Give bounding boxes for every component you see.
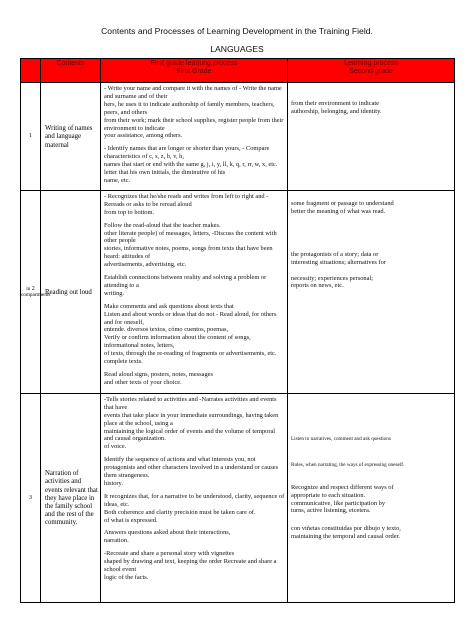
- document-subtitle: LANGUAGES: [210, 44, 264, 54]
- first-grade-paragraph: It recognizes that, for a narrative to be understood, clarity, sequence of ideas, etc. Both coherence and clarity precision must be taken care of. of what is expressed.: [104, 492, 285, 524]
- row-number-suffix: compartments: [21, 291, 51, 298]
- first-grade-cell: [101, 393, 288, 602]
- first-grade-paragraph: -Tells stories related to activities and -Narrates activities and events that have events that take place in your immediate surroundings, having taken place at the school, using a maintaining the logical order of events and the volume of temporal and causal organization. of voice.: [104, 395, 279, 451]
- first-grade-paragraph: Follow the read-aloud that the teacher makes. other literate people) of messages, letters, -Discuss the content with other people stories, informative notes, poems, songs from texts that have been heard: attitudes of advertisements, advertising, etc.: [104, 221, 277, 269]
- table-row: [21, 83, 455, 191]
- row-number-prefix: in: [26, 285, 31, 292]
- header-first-grade-line1: First grade learning process: [150, 60, 238, 67]
- first-grade-paragraph: Identify the sequence of actions and what interests you, not protagonists and other characters involved in a understand or causes them strangeness. history.: [104, 456, 279, 487]
- table-row: [21, 190, 455, 393]
- second-grade-paragraph: Recognize and respect different ways of appropriate to each situation. communicative, like participation by turns, active listening, etcetera.: [291, 483, 394, 515]
- first-grade-cell: [101, 190, 288, 393]
- first-grade-paragraph: -Recreate and share a personal story with vignettes shaped by drawing and text, keeping the order Recreate and share a school event logic of the facts.: [104, 550, 277, 581]
- second-grade-cell: [288, 83, 455, 191]
- second-grade-paragraph: some fragment or passage to understand better the meaning of what was read.: [291, 199, 394, 215]
- row-content: Reading out loud: [41, 190, 101, 393]
- document-title: Contents and Processes of Learning Development in the Training Field.: [101, 26, 373, 36]
- row-number: 2: [31, 285, 35, 292]
- first-grade-paragraph: Read aloud signs, posters, notes, messages and other texts of your choice.: [104, 371, 213, 386]
- row-number-cell: [21, 190, 51, 393]
- first-grade-paragraph: Establish connections between orality and solving a problem or attending to a writing.: [104, 274, 267, 297]
- header-second-grade: [288, 59, 455, 83]
- header-first-grade-line2: First Grade: [176, 67, 212, 75]
- second-grade-cell: [288, 393, 455, 602]
- table-row: [21, 393, 455, 602]
- second-grade-paragraph: from their environment to indicate authorship, belonging, and identity.: [291, 100, 382, 115]
- second-grade-paragraph: Rules, when narrating, the ways of expressing oneself.: [291, 461, 405, 468]
- row-content: Narration of activities and events relevant that they have place in the family school and the rest of the community.: [41, 393, 101, 602]
- second-grade-paragraph: necessity; experiences personal; reports on news, etc.: [291, 274, 373, 290]
- header-second-grade-line1: Learning process: [344, 60, 398, 67]
- curriculum-table: [20, 58, 455, 603]
- header-second-grade-line2: Second grade: [349, 67, 393, 75]
- header-number-cell: [21, 59, 41, 83]
- second-grade-paragraph: the protagonists of a story; data or interesting situations; alternatives for: [291, 250, 386, 266]
- header-first-grade: [101, 59, 288, 83]
- first-grade-paragraph: - Recognizes that he/she reads and writes from left to right and - Rereads or asks to be reread aloud from top to bottom.: [104, 192, 269, 216]
- table-header-row: [21, 59, 455, 83]
- first-grade-paragraph: Make comments and ask questions about texts that Listen and about words or ideas that do not - Read aloud, for others and for oneself, entende. diversos textos, cómo cuentos, poemas, Verify or confirm information about the content of songs, informational notes, letters, of texts, through the re-reading of fragments or advertisements, etc. complete texts.: [104, 302, 277, 366]
- header-contents: Contents: [41, 59, 101, 83]
- second-grade-paragraph: con viñetas constituidas por dibujo y texto, maintaining the temporal and causal order.: [291, 525, 401, 541]
- first-grade-cell: [101, 83, 288, 191]
- second-grade-cell: [288, 190, 455, 393]
- row-content: Writing of names and language maternal: [41, 83, 101, 191]
- first-grade-paragraph: - Write your name and compare it with the names of - Write the name and surname and of their hers, he uses it to indicate authorship of family members, teachers, peers, and others from their work; mark their school supplies, register people from their environment to indicate your assistance, among others.: [104, 85, 284, 140]
- first-grade-paragraph: - Identify names that are longer or shorter than yours, - Compare characteristics of c, s, z, b, v, h, names that start or end with the same g, j, i, y, ll, k, q, r, rr, w, x, etc. letter that his own initials, the diminutive of his name, etc.: [104, 145, 278, 184]
- first-grade-paragraph: Answers questions asked about their interactions, narration.: [104, 529, 231, 545]
- row-number: 3: [21, 393, 41, 602]
- second-grade-paragraph: Listen to narratives, comment and ask questions: [291, 435, 391, 442]
- row-number: 1: [21, 83, 41, 191]
